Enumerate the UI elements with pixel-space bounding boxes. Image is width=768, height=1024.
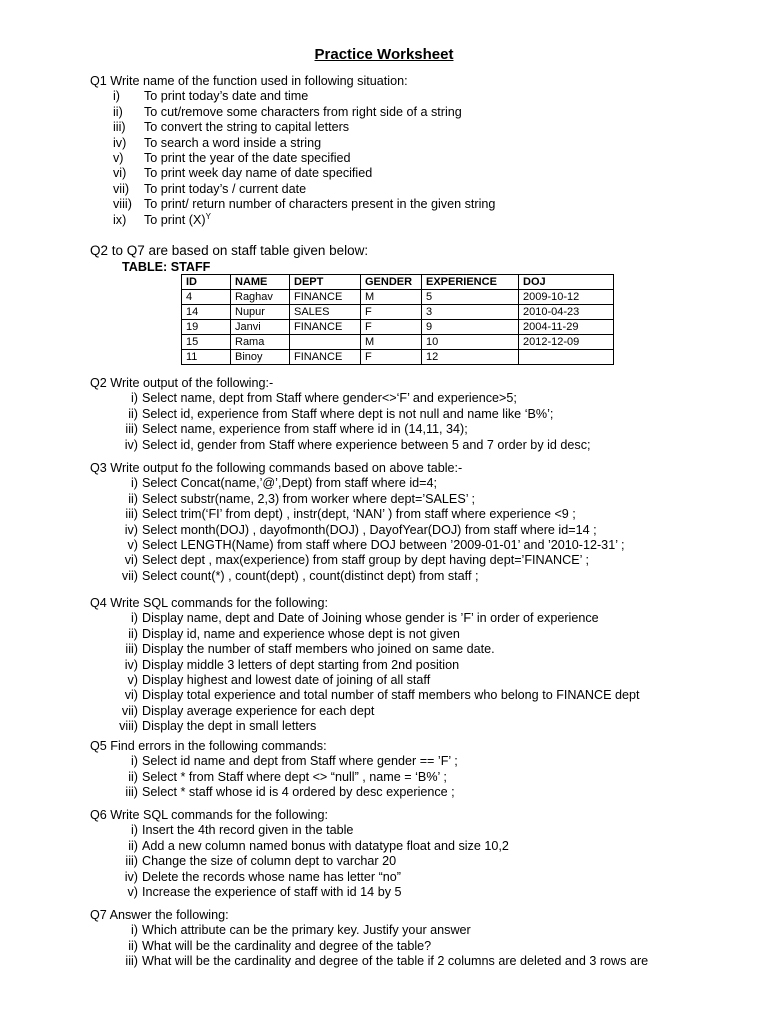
table-cell: Rama [231, 335, 290, 350]
list-item: iii) What will be the cardinality and degree of the table if 2 columns are deleted and 3 rows are [125, 954, 649, 969]
list-item: ii) To cut/remove some characters from right side of a string [113, 104, 462, 119]
table-row [182, 290, 614, 305]
table-cell [519, 350, 614, 365]
list-item: iii) Change the size of column dept to varchar 20 [125, 854, 397, 869]
table-cell: 12 [422, 350, 519, 365]
table-cell: 4 [182, 290, 231, 305]
list-item: v) Select LENGTH(Name) from staff where DOJ between ’2009-01-01’ and ’2010-12-31’ ; [127, 538, 625, 553]
page-title: Practice Worksheet [314, 46, 454, 63]
question-7-heading: Q7 Answer the following: [90, 908, 229, 922]
question-3 [90, 461, 625, 584]
table-cell: 11 [182, 350, 231, 365]
table-cell: 5 [422, 290, 519, 305]
table-cell: Binoy [231, 350, 290, 365]
table-cell: 14 [182, 305, 231, 320]
table-cell: 3 [422, 305, 519, 320]
column-header: ID [182, 275, 231, 290]
list-item: viii) Display the dept in small letters [119, 719, 317, 734]
table-row [182, 335, 614, 350]
list-item: ii) Display id, name and experience whose dept is not given [128, 626, 460, 641]
table-label: TABLE: STAFF [122, 260, 211, 274]
column-header: GENDER [361, 275, 422, 290]
list-item: iii) To convert the string to capital letters [113, 120, 350, 135]
list-item: iv) Delete the records whose name has letter “no” [124, 869, 402, 884]
list-item: iii) Select name, experience from staff where id in (14,11, 34); [125, 422, 468, 437]
table-cell: 2004-11-29 [519, 320, 614, 335]
table-cell: M [361, 290, 422, 305]
list-item: iii) Select * staff whose id is 4 ordered by desc experience ; [125, 785, 455, 800]
table-cell: Janvi [231, 320, 290, 335]
table-cell: F [361, 350, 422, 365]
column-header: DOJ [519, 275, 614, 290]
list-item: ii) Select * from Staff where dept <> “null” , name = ‘B%’ ; [128, 769, 447, 784]
list-item: ii) Add a new column named bonus with datatype float and size 10,2 [128, 838, 509, 853]
table-cell: M [361, 335, 422, 350]
list-item: ix) To print $(X)^Y$ [113, 211, 211, 227]
list-item: i) Which attribute can be the primary key. Justify your answer [131, 923, 471, 938]
question-4 [90, 596, 639, 735]
column-header: EXPERIENCE [422, 275, 519, 290]
list-item: ii) Select substr(name, 2,3) from worker where dept=’SALES’ ; [128, 491, 476, 506]
question-5-heading: Q5 Find errors in the following commands: [90, 739, 327, 753]
table-header-row [182, 275, 614, 290]
question-7 [90, 908, 648, 970]
table-cell: 2012-12-09 [519, 335, 614, 350]
list-item: viii) To print/ return number of characters present in the given string [113, 197, 496, 212]
list-item: vi) Display total experience and total number of staff members who belong to FINANCE dept [124, 688, 640, 703]
table-cell: SALES [290, 305, 361, 320]
table-cell: 19 [182, 320, 231, 335]
question-4-heading: Q4 Write SQL commands for the following: [90, 596, 328, 610]
list-item: iv) Select month(DOJ) , dayofmonth(DOJ) , DayofYear(DOJ) from staff where id=14 ; [124, 522, 597, 537]
table-cell: Raghav [231, 290, 290, 305]
question-1 [90, 74, 495, 228]
table-cell [290, 335, 361, 350]
column-header: NAME [231, 275, 290, 290]
question-2-heading: Q2 Write output of the following:- [90, 376, 274, 390]
list-item: v) Display highest and lowest date of joining of all staff [127, 673, 431, 688]
list-item: ii) What will be the cardinality and degree of the table? [128, 938, 432, 953]
list-item: v) Increase the experience of staff with id 14 by 5 [127, 885, 402, 900]
table-cell: FINANCE [290, 290, 361, 305]
table-cell: F [361, 320, 422, 335]
table-cell: Nupur [231, 305, 290, 320]
list-item: iv) Display middle 3 letters of dept starting from 2nd position [124, 657, 460, 672]
table-cell: 9 [422, 320, 519, 335]
list-item: v) To print the year of the date specified [113, 151, 351, 166]
list-item: vi) To print week day name of date specified [113, 166, 373, 181]
list-item: iv) To search a word inside a string [113, 135, 322, 150]
question-6 [90, 808, 509, 900]
list-item: iii) Display the number of staff members who joined on same date. [125, 642, 495, 657]
question-1-heading: Q1 Write name of the function used in following situation: [90, 74, 408, 88]
column-header: DEPT [290, 275, 361, 290]
list-item: i) Display name, dept and Date of Joining whose gender is ’F’ in order of experience [131, 611, 599, 626]
table-intro: Q2 to Q7 are based on staff table given below: [90, 243, 369, 258]
list-item: i) Select name, dept from Staff where gender<>‘F’ and experience>5; [131, 391, 517, 406]
question-5 [90, 739, 458, 801]
list-item: vi) Select dept , max(experience) from staff group by dept having dept=’FINANCE’ ; [124, 553, 589, 568]
table-cell: 10 [422, 335, 519, 350]
table-cell: F [361, 305, 422, 320]
list-item: i) To print today’s date and time [113, 89, 309, 104]
list-item: i) Select Concat(name,’@’,Dept) from staff where id=4; [131, 476, 437, 491]
list-item: vii) Select count(*) , count(dept) , count(distinct dept) from staff ; [121, 568, 479, 583]
question-6-heading: Q6 Write SQL commands for the following: [90, 808, 328, 822]
question-2 [90, 376, 591, 453]
table-row [182, 350, 614, 365]
list-item: iv) Select id, gender from Staff where experience between 5 and 7 order by id desc; [124, 437, 591, 452]
table-cell: 2010-04-23 [519, 305, 614, 320]
list-item: vii) To print today’s / current date [113, 181, 307, 196]
staff-table [181, 274, 614, 365]
list-item: i) Insert the 4th record given in the table [131, 823, 354, 838]
list-item: ii) Select id, experience from Staff where dept is not null and name like ‘B%’; [128, 406, 554, 421]
table-cell: FINANCE [290, 350, 361, 365]
table-cell: 15 [182, 335, 231, 350]
table-cell: FINANCE [290, 320, 361, 335]
list-item: vii) Display average experience for each dept [121, 703, 375, 718]
question-3-heading: Q3 Write output fo the following commands based on above table:- [90, 461, 463, 475]
list-item: i) Select id name and dept from Staff where gender == ’F’ ; [131, 754, 458, 769]
table-cell: 2009-10-12 [519, 290, 614, 305]
table-row [182, 320, 614, 335]
table-row [182, 305, 614, 320]
list-item: iii) Select trim(‘FI’ from dept) , instr(dept, ‘NAN’ ) from staff where experience <9 ; [125, 507, 576, 522]
superscript: Y [205, 211, 211, 221]
